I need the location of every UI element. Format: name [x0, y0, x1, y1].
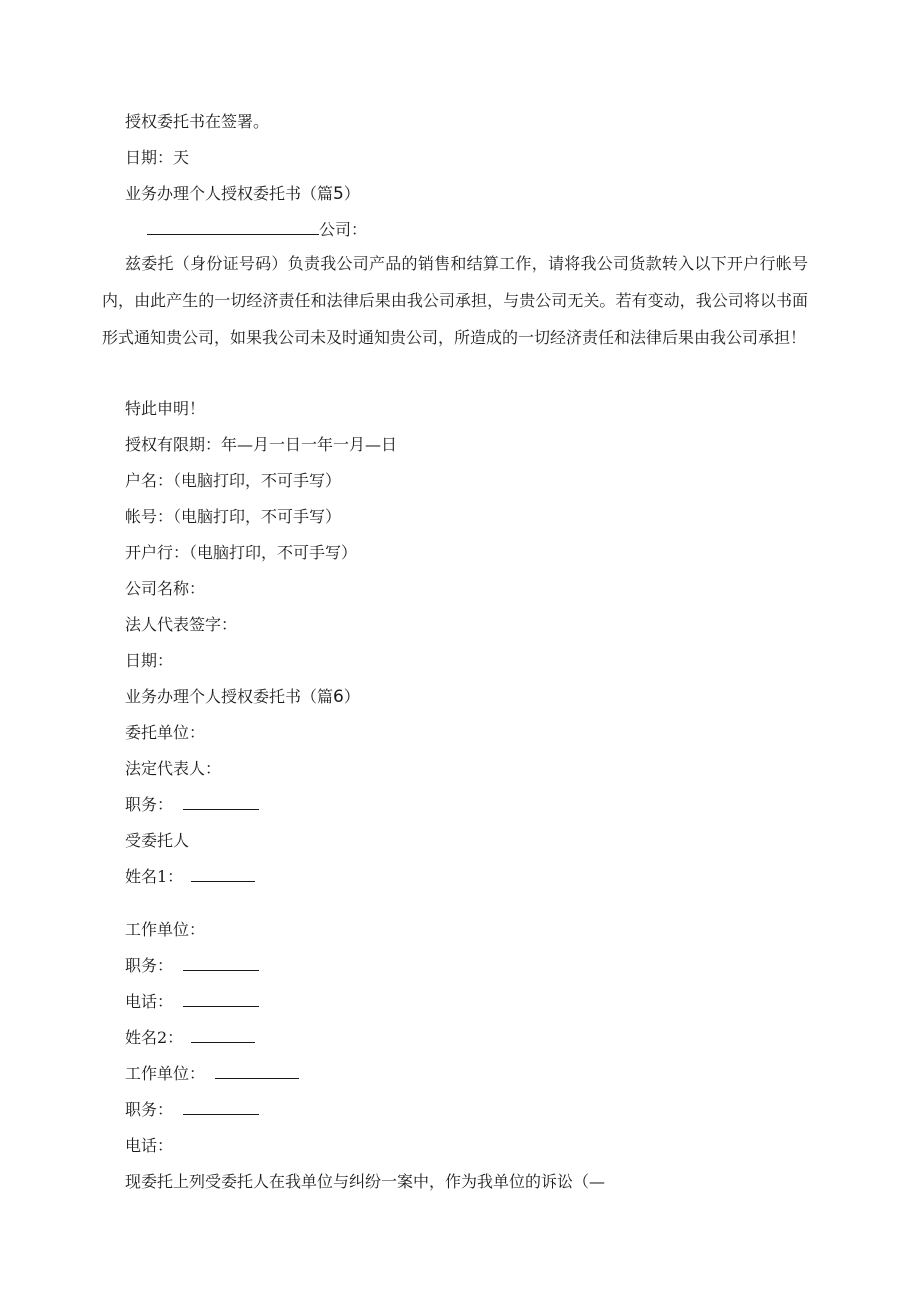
position-field-3 [125, 1100, 259, 1120]
heading-number: 5 [333, 184, 344, 204]
heading-text: 业务办理个人授权委托书（篇 [125, 687, 334, 706]
entrust-paragraph: 兹委托（身份证号码）负责我公司产品的销售和结算工作，请将我公司货款转入以下开户行帐号内，由此产生的一切经济责任和法律后果由我公司承担，与贵公司无关。若有变动，我公司将以书面形式通知贵公司，如果我公司未及时通知贵公司，所造成的一切经济责任和法律后果由我公司承担！ [102, 254, 808, 347]
legal-representative: 法定代表人： [125, 759, 222, 778]
company-name: 公司名称： [125, 579, 206, 598]
name-field-1 [125, 867, 255, 887]
bank-name: 开户行：（电脑打印，不可手写） [125, 543, 358, 562]
trustee-heading: 受委托人 [125, 831, 190, 850]
phone-blank [183, 992, 259, 1007]
section-heading-6 [125, 687, 360, 707]
heading-text: 业务办理个人授权委托书（篇 [125, 184, 334, 203]
position-label: 职务： [125, 1100, 174, 1119]
name-blank [191, 1028, 255, 1043]
heading-close: ） [343, 184, 360, 203]
company-addressee [147, 220, 367, 240]
company-blank [147, 220, 319, 235]
date-line: 日期：天 [125, 148, 190, 167]
position-label: 职务： [125, 795, 174, 814]
litigation-statement: 现委托上列受委托人在我单位与纠纷一案中，作为我单位的诉讼（— [125, 1172, 606, 1191]
position-label: 职务： [125, 956, 174, 975]
date-line-2: 日期： [125, 651, 174, 670]
position-field-1 [125, 795, 259, 815]
authorization-period: 授权有限期：年—月一日一年一月—日 [125, 435, 398, 454]
position-blank [183, 795, 259, 810]
phone-field-1 [125, 992, 259, 1012]
position-blank [183, 1100, 259, 1115]
work-unit-2 [125, 1064, 299, 1084]
name-label: 姓名1： [125, 867, 184, 886]
company-suffix: 公司： [319, 220, 368, 239]
name-label: 姓名2： [125, 1028, 184, 1047]
position-field-2 [125, 956, 259, 976]
work-unit-1: 工作单位： [125, 920, 206, 939]
heading-number: 6 [333, 687, 344, 707]
section-heading-5 [125, 184, 360, 204]
entrusting-unit: 委托单位： [125, 723, 206, 742]
account-name: 户名：（电脑打印，不可手写） [125, 471, 342, 490]
work-unit-label: 工作单位： [125, 1064, 206, 1083]
name-field-2 [125, 1028, 255, 1048]
name-blank [191, 867, 255, 882]
position-blank [183, 956, 259, 971]
account-number: 帐号：（电脑打印，不可手写） [125, 507, 342, 526]
phone-field-2: 电话： [125, 1136, 174, 1155]
work-unit-blank [215, 1064, 299, 1079]
declaration: 特此申明！ [125, 399, 206, 418]
phone-label: 电话： [125, 992, 174, 1011]
signing-note: 授权委托书在签署。 [125, 112, 270, 131]
heading-close: ） [343, 687, 360, 706]
legal-signature: 法人代表签字： [125, 615, 238, 634]
